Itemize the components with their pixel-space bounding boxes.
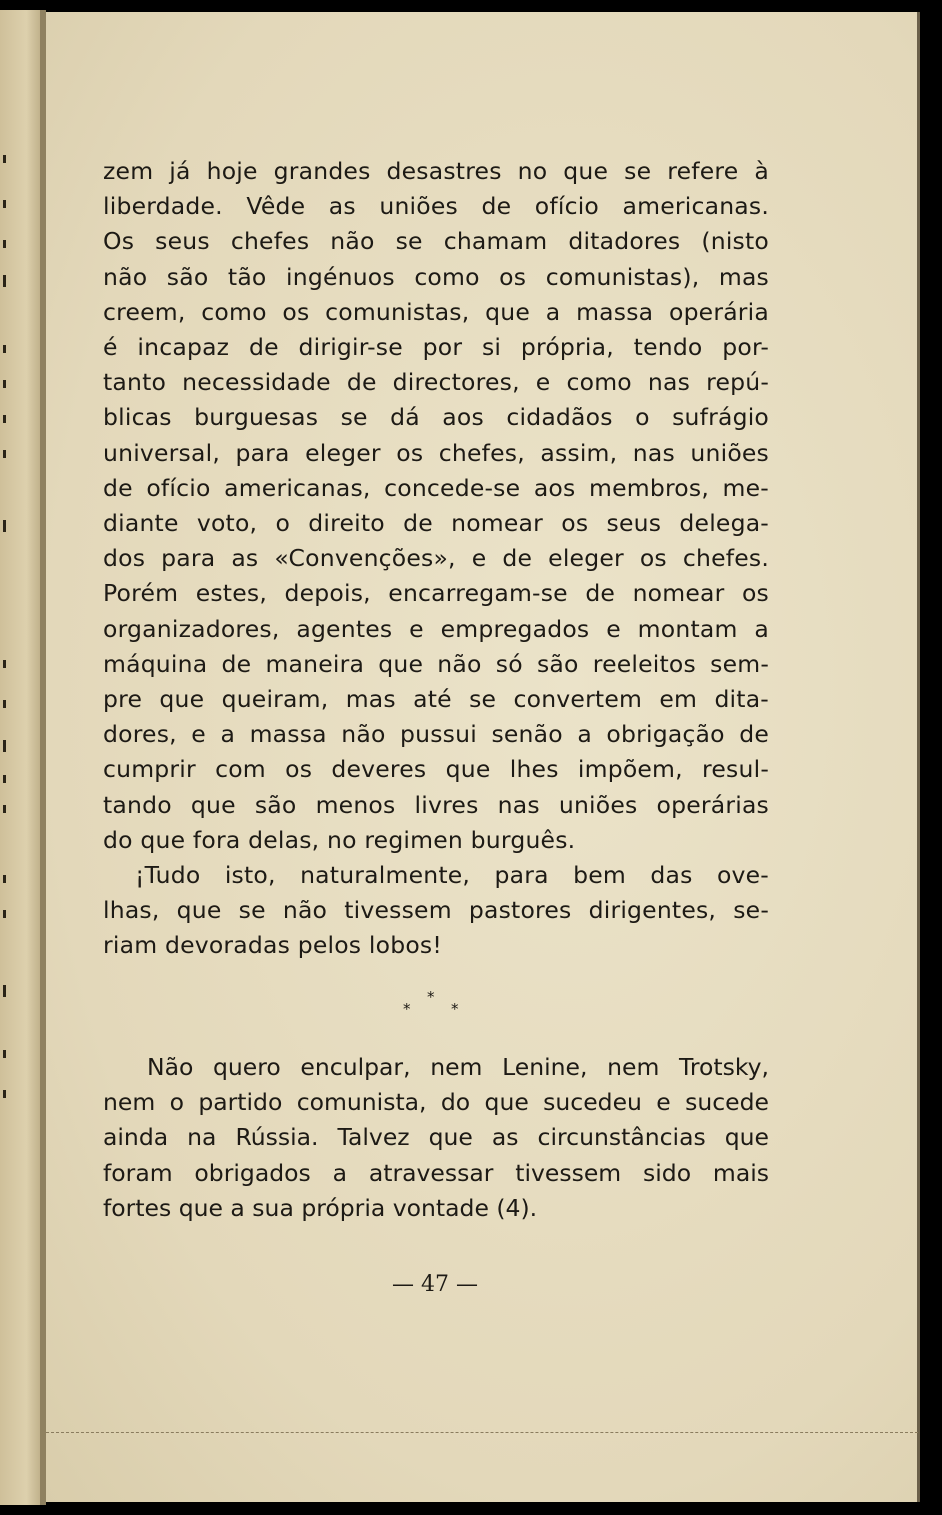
main-text-block (103, 154, 769, 964)
text-line: dores, e a massa não pussui senão a obrigação de (103, 720, 769, 749)
fragment-mark (3, 700, 6, 708)
text-line: foram obrigados a atravessar tivessem sido mais (103, 1158, 769, 1187)
text-line: liberdade. Vêde as uniões de ofício americanas. (103, 192, 769, 221)
asterisk: * (427, 988, 435, 1006)
fragment-mark (3, 415, 6, 423)
paragraph-exclamation (103, 858, 769, 964)
text-line: tando que são menos livres nas uniões operárias (103, 790, 769, 819)
page-number: — 47 — (392, 1272, 478, 1297)
text-line: tanto necessidade de directores, e como nas repú- (103, 368, 769, 397)
asterisk: * (403, 1000, 411, 1018)
text-line: dos para as «Convenções», e de eleger os chefes. (103, 544, 769, 573)
text-line: zem já hoje grandes desastres no que se refere à (103, 157, 769, 185)
second-section-text (103, 1050, 769, 1226)
text-line: cumprir com os deveres que lhes impõem, resul- (103, 755, 769, 784)
fragment-mark (3, 240, 6, 248)
fragment-mark (3, 875, 6, 883)
text-line: máquina de maneira que não só são reeleitos sem- (103, 649, 769, 678)
text-line: do que fora delas, no regimen burguês. (103, 825, 576, 854)
text-line: de ofício americanas, concede-se aos membros, me- (103, 473, 769, 502)
fragment-mark (3, 275, 6, 287)
section-break-asterism (395, 988, 475, 1028)
paragraph-continuation (103, 154, 769, 858)
fragment-mark (3, 520, 6, 532)
text-line: diante voto, o direito de nomear os seus delega- (103, 509, 769, 538)
fragment-mark (3, 200, 6, 208)
fragment-mark (3, 380, 6, 388)
text-line: lhas, que se não tivessem pastores dirigentes, se- (103, 896, 769, 925)
previous-page-text-fragments (0, 0, 12, 1515)
page-bottom-rule (46, 1432, 918, 1434)
fragment-mark (3, 805, 6, 813)
text-line: universal, para eleger os chefes, assim, nas uniões (103, 438, 769, 467)
fragment-mark (3, 740, 6, 752)
text-line: não são tão ingénuos como os comunistas), mas (103, 262, 769, 291)
text-line: Porém estes, depois, encarregam-se de nomear os (103, 579, 769, 608)
asterisk: * (451, 1000, 459, 1018)
fragment-mark (3, 155, 6, 163)
fragment-mark (3, 910, 6, 918)
text-line: organizadores, agentes e empregados e montam a (103, 614, 769, 643)
text-line: ainda na Rússia. Talvez que as circunstâncias que (103, 1123, 769, 1152)
text-line: fortes que a sua própria vontade (4). (103, 1193, 538, 1222)
fragment-mark (3, 1090, 6, 1098)
text-line: blicas burguesas se dá aos cidadãos o sufrágio (103, 403, 769, 432)
fragment-mark (3, 1050, 6, 1058)
fragment-mark (3, 775, 6, 783)
text-line: Os seus chefes não se chamam ditadores (nisto (103, 227, 769, 256)
fragment-mark (3, 345, 6, 353)
text-line: riam devoradas pelos lobos! (103, 931, 442, 960)
text-line: é incapaz de dirigir-se por si própria, tendo por- (103, 333, 769, 362)
fragment-mark (3, 660, 6, 668)
text-line: pre que queiram, mas até se convertem em dita- (103, 685, 769, 714)
text-line: Não quero enculpar, nem Lenine, nem Trotsky, (147, 1053, 769, 1081)
fragment-mark (3, 450, 6, 458)
fragment-mark (3, 985, 6, 997)
page-right-edge (917, 12, 920, 1502)
text-line: nem o partido comunista, do que sucedeu e sucede (103, 1088, 769, 1117)
text-line: ¡Tudo isto, naturalmente, para bem das ove- (135, 861, 769, 890)
paragraph-russia (103, 1050, 769, 1226)
text-line: creem, como os comunistas, que a massa operária (103, 297, 769, 326)
